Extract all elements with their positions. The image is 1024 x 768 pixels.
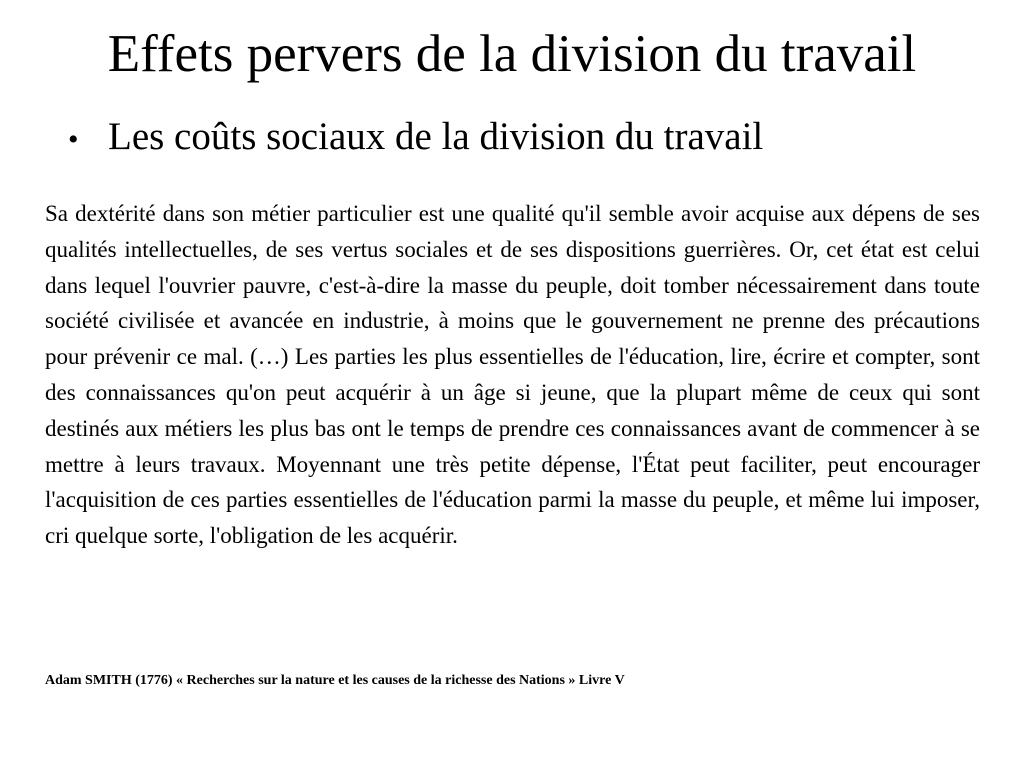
citation-source: Adam SMITH (1776) « Recherches sur la nature et les causes de la richesse des Nations » Livre V [45, 673, 625, 688]
bullet-text: Les coûts sociaux de la division du travail [108, 115, 764, 158]
bullet-item [68, 112, 988, 165]
bullet-dot-icon: • [68, 123, 79, 156]
quote-paragraph: Sa dextérité dans son métier particulier est une qualité qu'il semble avoir acquise aux dépens de ses qualités intellectuelles, de ses vertus sociales et de ses dispositions guerrières. Or, cet état est celui dans lequel l'ouvrier pauvre, c'est-à-dire la masse du peuple, doit tomber nécessairement dans toute société civilisée et avancée en industrie, à moins que le gouvernement ne prenne des précautions pour prévenir ce mal. (…) Les parties les plus essentielles de l'éducation, lire, écrire et compter, sont des connaissances qu'on peut acquérir à un âge si jeune, que la plupart même de ceux qui sont destinés aux métiers les plus bas ont le temps de prendre ces connaissances avant de commencer à se mettre à leurs travaux. Moyennant une très petite dépense, l'État peut faciliter, peut encourager l'acquisition de ces parties essentielles de l'éducation parmi la masse du peuple, et même lui imposer, cri quelque sorte, l'obligation de les acquérir. [45, 201, 980, 549]
slide-title: Effets pervers de la division du travail [107, 25, 917, 83]
